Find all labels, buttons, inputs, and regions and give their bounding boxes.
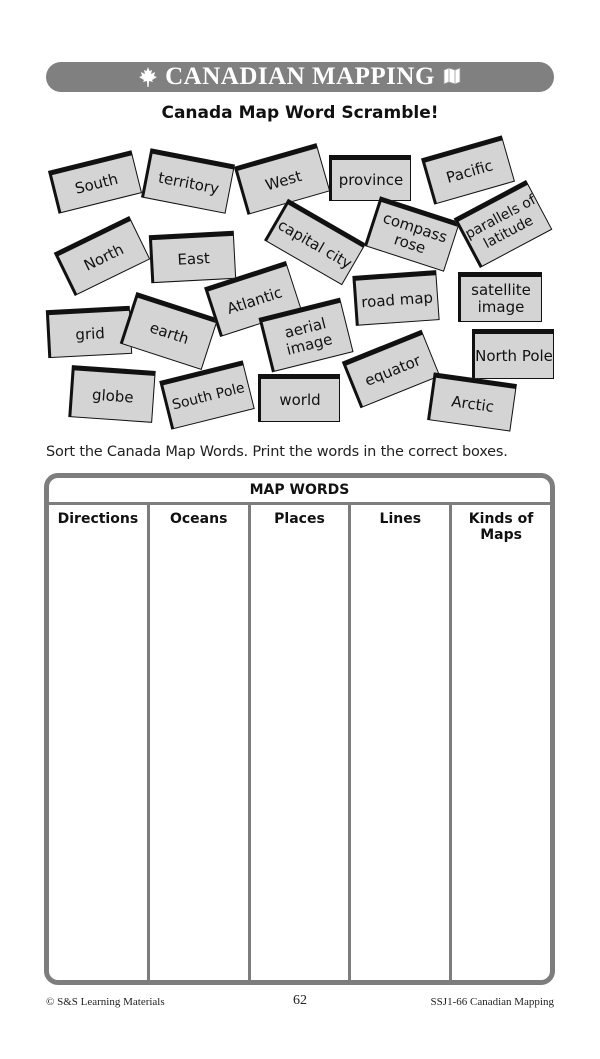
word-card: earth: [120, 292, 218, 370]
word-card: Pacific: [421, 135, 515, 204]
map-icon: [443, 67, 461, 87]
column-kinds-of-maps[interactable]: [452, 505, 550, 980]
footer-book-code: SSJ1-66 Canadian Mapping: [430, 996, 554, 1008]
word-card: grid: [46, 306, 132, 358]
column-header: Places: [274, 511, 325, 527]
word-card: Atlantic: [204, 261, 302, 337]
word-card: North Pole: [472, 329, 554, 379]
table-title: MAP WORDS: [49, 478, 550, 505]
word-card: world: [258, 374, 340, 422]
column-header: Kinds of Maps: [468, 511, 534, 543]
maple-leaf-icon: [139, 67, 157, 87]
column-header: Directions: [57, 511, 139, 527]
word-card: equator: [342, 330, 440, 409]
word-card: parallels of latitude: [454, 180, 553, 268]
footer-copyright: © S&S Learning Materials: [46, 996, 165, 1008]
word-card: capital city: [264, 199, 366, 286]
word-card: territory: [141, 148, 235, 213]
word-card: North: [54, 216, 151, 296]
instructions-text: Sort the Canada Map Words. Print the words in the correct boxes.: [46, 444, 508, 460]
word-card: South: [48, 150, 142, 213]
column-header: Lines: [379, 511, 422, 527]
word-card: East: [149, 231, 236, 283]
worksheet-subtitle: Canada Map Word Scramble!: [161, 103, 439, 123]
word-card: Arctic: [427, 372, 517, 431]
word-card: South Pole: [159, 360, 255, 429]
page-title: CANADIAN MAPPING: [165, 63, 435, 90]
column-lines[interactable]: [351, 505, 452, 980]
word-card: road map: [352, 270, 439, 326]
word-card: compass rose: [364, 196, 460, 271]
title-banner: [46, 62, 554, 92]
column-header: Oceans: [169, 511, 228, 527]
word-card: globe: [68, 365, 155, 423]
word-card: West: [234, 143, 330, 215]
column-oceans[interactable]: [150, 505, 251, 980]
column-directions[interactable]: [49, 505, 150, 980]
column-places[interactable]: [251, 505, 352, 980]
word-card: aerial image: [258, 298, 353, 373]
page-number: 62: [293, 993, 307, 1008]
word-card: province: [329, 155, 411, 201]
map-words-table: [44, 473, 555, 985]
word-card: satellite image: [458, 272, 542, 322]
